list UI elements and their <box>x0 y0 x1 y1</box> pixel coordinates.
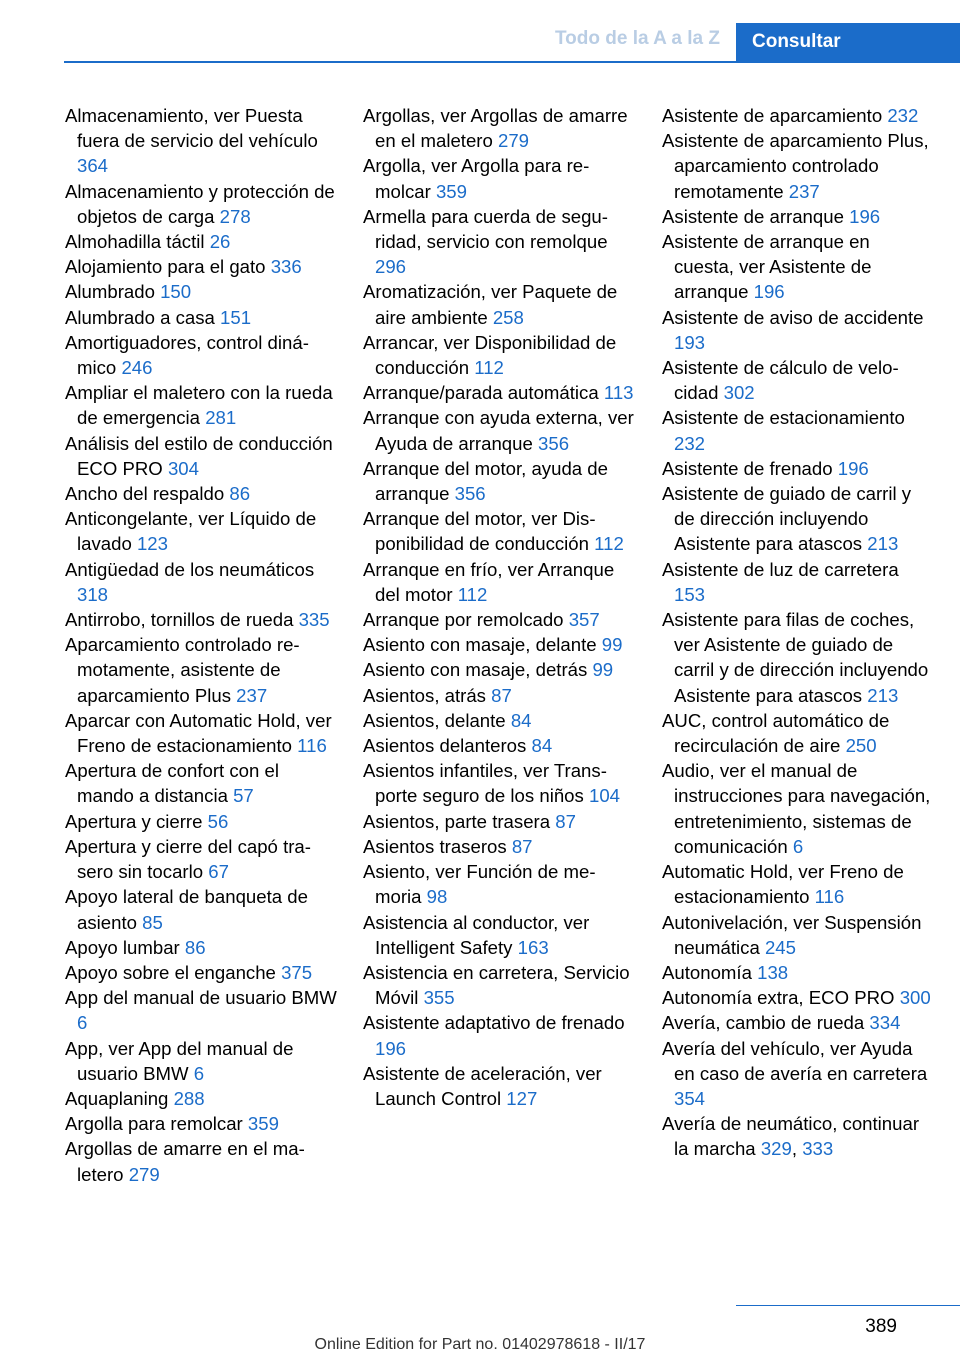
page-link[interactable]: 354 <box>674 1087 706 1109</box>
page-link[interactable]: 232 <box>674 432 706 454</box>
page-link[interactable]: 6 <box>792 835 804 857</box>
page-link[interactable]: 56 <box>207 810 229 832</box>
page-link[interactable]: 123 <box>136 533 168 555</box>
index-entry <box>363 758 635 808</box>
page-link[interactable]: 336 <box>270 256 302 278</box>
page-link[interactable]: 112 <box>457 583 488 605</box>
entry-term: Argolla, ver Argolla para remolcar <box>363 155 590 202</box>
entry-term: Asistente para filas de coches, ver Asistente de guiado de carril y de dirección incluyendo Asistente para atascos <box>662 609 929 706</box>
entry-term: Avería, cambio de rueda <box>662 1012 865 1034</box>
page-number: 389 <box>865 1316 897 1337</box>
index-entry <box>662 607 934 708</box>
page-link[interactable]: 150 <box>160 281 192 303</box>
entry-term: Armella para cuerda de seguridad, servicio con remolque <box>363 205 608 253</box>
page-link[interactable]: 300 <box>899 987 931 1009</box>
index-entry <box>363 456 635 506</box>
entry-term: Arranque con ayuda externa, ver Ayuda de arranque <box>363 407 634 454</box>
index-entry <box>363 834 635 859</box>
page-link[interactable]: 84 <box>510 709 532 731</box>
page-link[interactable]: 288 <box>173 1087 205 1109</box>
index-entry <box>65 607 337 632</box>
index-entry <box>363 607 635 632</box>
index-entry <box>65 935 337 960</box>
index-entry <box>662 557 934 607</box>
index-entry <box>65 1111 337 1136</box>
index-entry <box>363 204 635 280</box>
entry-term: Apertura y cierre <box>65 810 203 832</box>
index-entry <box>662 305 934 355</box>
entry-term: Autonomía extra, ECO PRO <box>662 987 895 1009</box>
entry-term: Asistencia al conductor, ver Intelligent Safety <box>363 911 590 958</box>
entry-term: Almacenamiento, ver Puesta fuera de servicio del vehículo <box>65 105 318 152</box>
entry-term: Asientos, delante <box>363 709 506 731</box>
page-link[interactable]: 334 <box>869 1012 901 1034</box>
index-entry <box>662 1010 934 1035</box>
entry-term: Asistente adaptativo de frenado <box>363 1012 625 1034</box>
entry-term: Asistente de aceleración, ver Launch Control <box>363 1062 602 1109</box>
entry-term: Amortiguadores, control dinámico <box>65 331 309 379</box>
index-entry <box>363 279 635 329</box>
index-entry <box>662 1036 934 1112</box>
page-link[interactable]: 213 <box>867 684 899 706</box>
index-entry <box>662 758 934 859</box>
index-entry <box>662 960 934 985</box>
entry-term: Aromatización, ver Paquete de aire ambiente <box>363 281 618 328</box>
index-entry <box>65 380 337 430</box>
entry-term: Asistente de aparcamiento Plus, aparcamiento controlado remotamente <box>662 130 929 202</box>
page-link[interactable]: 127 <box>506 1087 538 1109</box>
entry-term: Asistente de arranque en cuesta, ver Asistente de arranque <box>662 231 872 303</box>
index-entry <box>65 330 337 380</box>
section-title: Todo de la A a la Z <box>554 28 720 49</box>
page-link[interactable]: 99 <box>592 659 614 681</box>
index-entry <box>65 431 337 481</box>
header-rule <box>64 61 960 63</box>
page-link[interactable]: 104 <box>588 785 621 807</box>
entry-term: Autonomía <box>662 961 752 983</box>
entry-term: Ancho del respaldo <box>65 483 225 505</box>
page-link[interactable]: 116 <box>297 735 327 757</box>
index-entry <box>662 355 934 405</box>
page-link[interactable]: 116 <box>814 886 845 908</box>
page-link[interactable]: 375 <box>281 961 313 983</box>
index-entry <box>65 179 337 229</box>
entry-term: Anticongelante, ver Líquido de lavado <box>65 508 317 555</box>
page-link[interactable]: 153 <box>674 583 706 605</box>
page-link[interactable]: 26 <box>209 231 231 253</box>
index-entry <box>65 632 337 708</box>
entry-term: Aquaplaning <box>65 1087 169 1109</box>
page-link[interactable]: 113 <box>603 382 634 404</box>
entry-term: Apoyo lumbar <box>65 936 180 958</box>
entry-term: Asiento con masaje, delante <box>363 634 597 656</box>
index-entry <box>363 1061 635 1111</box>
index-entry <box>65 506 337 556</box>
entry-term: Apoyo sobre el enganche <box>65 961 276 983</box>
index-entry <box>65 884 337 934</box>
page-link[interactable]: 279 <box>498 130 530 152</box>
index-entry <box>363 632 635 657</box>
page-link[interactable]: 67 <box>208 861 229 883</box>
page-link[interactable]: 302 <box>723 382 755 404</box>
entry-term: Asistente de frenado <box>662 457 833 479</box>
index-entry <box>662 204 934 229</box>
entry-term: Arranque del motor, ver Disponibilidad de conducción <box>363 508 596 555</box>
index-entry <box>65 834 337 884</box>
index-entry <box>363 557 635 607</box>
page-link[interactable]: 364 <box>77 155 109 177</box>
entry-term: Alojamiento para el gato <box>65 256 266 278</box>
page-link[interactable]: 278 <box>219 205 251 227</box>
index-entry <box>65 103 337 179</box>
page-link[interactable]: 84 <box>531 735 553 757</box>
index-entry <box>65 1086 337 1111</box>
index-entry <box>363 330 635 380</box>
entry-term: Asistencia en carretera, Servicio Móvil <box>363 961 630 1009</box>
entry-term: Arrancar, ver Disponibilidad de conducción <box>363 331 617 379</box>
index-entry <box>662 859 934 909</box>
index-entry <box>662 910 934 960</box>
page-link[interactable]: 359 <box>247 1113 279 1135</box>
tab-consultar[interactable]: Consultar <box>736 23 960 63</box>
index-entry <box>363 506 635 556</box>
page-link[interactable]: 355 <box>423 987 455 1009</box>
page-link[interactable]: 245 <box>764 936 796 958</box>
index-entry <box>363 809 635 834</box>
page-link[interactable]: 196 <box>849 205 881 227</box>
index-entry <box>65 254 337 279</box>
entry-term: Asientos, parte trasera <box>363 810 551 832</box>
index-entry <box>662 708 934 758</box>
entry-term: Argolla para remolcar <box>65 1113 243 1135</box>
index-column-2 <box>363 103 635 1111</box>
page-link[interactable]: 151 <box>220 306 252 328</box>
page-link[interactable]: 193 <box>674 331 706 353</box>
entry-term: Asistente de aparcamiento <box>662 105 883 126</box>
index-entry <box>65 960 337 985</box>
index-entry <box>65 557 337 607</box>
page-link[interactable]: 237 <box>788 180 820 202</box>
index-entry <box>363 1010 635 1060</box>
index-entry <box>363 960 635 1010</box>
entry-term: Análisis del estilo de conducción ECO PRO <box>65 432 333 479</box>
index-entry <box>363 910 635 960</box>
page-link[interactable]: 232 <box>887 105 919 126</box>
entry-term: Aparcamiento controlado remotamente, asistente de aparcamiento Plus <box>65 634 300 706</box>
entry-term: Alumbrado <box>65 281 155 303</box>
page-link[interactable]: 296 <box>375 256 407 278</box>
entry-term: Asientos delanteros <box>363 735 527 757</box>
index-entry <box>363 683 635 708</box>
index-entry: Avería de neumático, continuar la marcha 329, 333 <box>662 1113 920 1160</box>
page-link[interactable]: 112 <box>474 357 504 379</box>
entry-term: AUC, control automático de recirculación de aire <box>662 709 890 757</box>
index-entry <box>662 103 934 128</box>
index-entry <box>363 657 635 682</box>
page-link[interactable]: 237 <box>236 684 268 706</box>
page-link[interactable]: 6 <box>77 1012 88 1034</box>
page-link[interactable]: 86 <box>229 483 251 505</box>
page-link[interactable]: 213 <box>867 533 899 555</box>
index-entry <box>65 481 337 506</box>
page-link[interactable]: 57 <box>233 785 254 807</box>
entry-term: Arranque del motor, ayuda de arranque <box>363 457 608 505</box>
index-entry <box>363 380 635 405</box>
page-link[interactable]: 196 <box>837 457 869 479</box>
index-entry <box>662 128 934 204</box>
page-link[interactable]: 98 <box>426 886 448 908</box>
entry-term: Asistente de guiado de carril y de dirección incluyendo Asistente para atascos <box>662 483 912 555</box>
page-link[interactable]: 246 <box>121 357 153 379</box>
index-entry <box>65 279 337 304</box>
entry-term: Apertura de confort con el mando a distancia <box>65 760 279 807</box>
entry-term: Asistente de cálculo de velocidad <box>662 357 899 404</box>
entry-term: Almohadilla táctil <box>65 231 205 253</box>
page-link[interactable]: 359 <box>435 180 467 202</box>
page-link[interactable]: 112 <box>594 533 624 555</box>
page-link[interactable]: 335 <box>298 609 330 631</box>
index-entry <box>662 229 934 305</box>
entry-term: Aparcar con Automatic Hold, ver Freno de estacionamiento <box>65 709 332 757</box>
entry-term: Apertura y cierre del capó trasero sin tocarlo <box>65 835 311 883</box>
entry-term: App, ver App del manual de usuario BMW <box>65 1037 294 1084</box>
index-entry <box>65 305 337 330</box>
page-link[interactable]: 318 <box>77 583 109 605</box>
page-link[interactable]: 356 <box>454 483 486 505</box>
footer-rule <box>736 1305 960 1306</box>
entry-term: Antigüedad de los neumáticos <box>65 558 315 580</box>
entry-term: Asientos infantiles, ver Transporte seguro de los niños <box>363 760 607 807</box>
page-link[interactable]: 196 <box>375 1037 407 1059</box>
index-entry <box>65 1036 337 1086</box>
index-entry <box>65 229 337 254</box>
entry-term: Arranque/parada automática <box>363 382 599 404</box>
index-entry <box>363 733 635 758</box>
entry-term: Alumbrado a casa <box>65 306 215 328</box>
entry-term: Autonivelación, ver Suspensión neumática <box>662 911 922 958</box>
entry-term: Avería de neumático, continuar la marcha <box>662 1113 920 1160</box>
index-entry <box>65 1136 337 1186</box>
page-link[interactable]: 333 <box>802 1138 834 1160</box>
page-link[interactable]: 138 <box>757 961 789 983</box>
page-link[interactable]: 329 <box>760 1138 792 1160</box>
page-link[interactable]: 304 <box>167 457 199 479</box>
entry-term: Asientos, atrás <box>363 684 486 706</box>
entry-term: Apoyo lateral de banqueta de asiento <box>65 886 308 933</box>
page-link[interactable]: 357 <box>568 609 600 631</box>
page-link[interactable]: 196 <box>753 281 785 303</box>
entry-term: Argollas de amarre en el maletero <box>65 1138 305 1185</box>
page-link[interactable]: 87 <box>511 835 533 857</box>
entry-term: Arranque en frío, ver Arranque del motor <box>363 558 615 605</box>
index-entry <box>65 758 337 808</box>
entry-term: Ampliar el maletero con la rueda de emergencia <box>65 382 333 429</box>
page-link[interactable]: 99 <box>601 634 623 656</box>
entry-term: Audio, ver el manual de instrucciones para navegación, entretenimiento, sistemas de comunicación <box>662 760 931 857</box>
index-entry <box>363 708 635 733</box>
index-entry <box>363 405 635 455</box>
page-link[interactable]: 87 <box>555 810 576 832</box>
index-column-3 <box>662 103 934 1162</box>
index-entry <box>662 405 934 455</box>
index-entry <box>65 809 337 834</box>
page-link[interactable]: 87 <box>491 684 512 706</box>
index-entry <box>662 456 934 481</box>
entry-term: Argollas, ver Argollas de amarre en el maletero <box>363 105 628 152</box>
entry-term: Arranque por remolcado <box>363 609 564 631</box>
index-entry <box>363 153 635 203</box>
entry-term: Asistente de luz de carretera <box>662 558 899 580</box>
entry-term: Asiento con masaje, detrás <box>363 659 588 681</box>
entry-term: App del manual de usuario BMW <box>65 987 337 1009</box>
page-link[interactable]: 281 <box>205 407 237 429</box>
index-entry <box>662 481 934 557</box>
edition-note: Online Edition for Part no. 01402978618 - II/17 <box>314 1336 646 1353</box>
index-entry <box>363 859 635 909</box>
page-link[interactable]: 85 <box>142 911 163 933</box>
page-link[interactable]: 250 <box>845 735 877 757</box>
index-entry <box>65 985 337 1035</box>
page-link[interactable]: 6 <box>193 1062 205 1084</box>
index-entry <box>65 708 337 758</box>
page-link[interactable]: 279 <box>128 1163 160 1185</box>
entry-term: Automatic Hold, ver Freno de estacionamiento <box>662 861 904 908</box>
entry-term: Asistente de aviso de accidente <box>662 306 924 328</box>
entry-term: Asiento, ver Función de memoria <box>363 861 596 908</box>
entry-term: Avería del vehículo, ver Ayuda en caso de avería en carretera <box>662 1037 928 1084</box>
entry-term: Asistente de arranque <box>662 205 844 227</box>
index-entry <box>662 985 934 1010</box>
page-link[interactable]: 163 <box>517 936 549 958</box>
entry-term: Asientos traseros <box>363 835 507 857</box>
page-link[interactable]: 356 <box>538 432 570 454</box>
entry-term: Antirrobo, tornillos de rueda <box>65 609 294 631</box>
index-column-1 <box>65 103 337 1187</box>
index-entry <box>363 103 635 153</box>
page-link[interactable]: 258 <box>492 306 524 328</box>
page-link[interactable]: 86 <box>184 936 206 958</box>
entry-term: Asistente de estacionamiento <box>662 407 905 429</box>
entry-term: Almacenamiento y protección de objetos de carga <box>65 180 335 227</box>
